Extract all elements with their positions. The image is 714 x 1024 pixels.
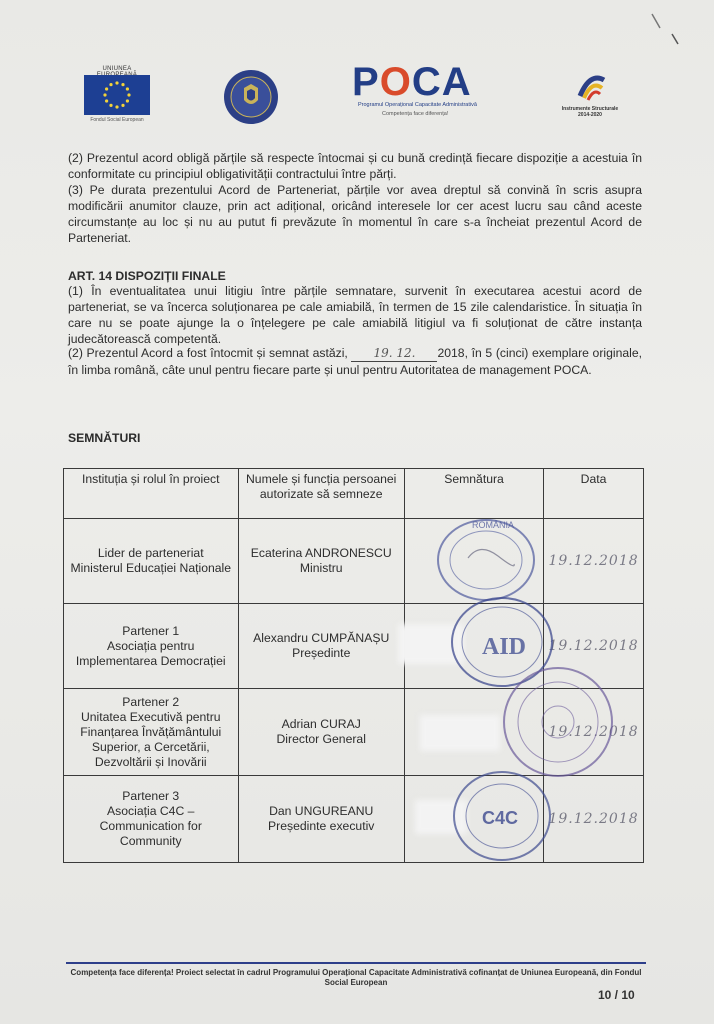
article-14-title: ART. 14 DISPOZIȚII FINALE bbox=[68, 269, 226, 283]
poca-o-icon: O bbox=[379, 60, 412, 104]
signatory-cell bbox=[238, 689, 404, 776]
table-row bbox=[64, 776, 644, 863]
signature-cell bbox=[404, 519, 543, 604]
redacted-signature bbox=[398, 624, 464, 664]
art14-paragraph-2 bbox=[68, 345, 642, 378]
eu-caption: UNIUNEA bbox=[102, 66, 132, 72]
header-date: Data bbox=[544, 469, 644, 519]
stamp-romania-text: ROMÂNIA bbox=[472, 520, 515, 530]
institution-cell bbox=[64, 519, 239, 604]
poca-tagline: Competența face diferența! bbox=[382, 111, 449, 117]
date-cell bbox=[544, 689, 644, 776]
poca-letter-p: P bbox=[352, 60, 380, 104]
signatory-name: Ecaterina ANDRONESCU bbox=[250, 546, 392, 560]
signatory-name: Alexandru CUMPĂNAȘU bbox=[253, 631, 390, 645]
date-cell bbox=[544, 604, 644, 689]
handwritten-date: 19.12.2018 bbox=[548, 552, 639, 569]
signatures-table bbox=[63, 468, 644, 863]
stamp-aid-text: AID bbox=[482, 634, 527, 660]
art14-paragraph-1: (1) În eventualitatea unui litigiu între părțile semnatare, survenit în executarea acestui acord de parteneriat, se va încerca soluționarea pe cale amiabilă, în termen de 15 zile calendaristice. În situația în care nu se poate ajunge la o înțelegere pe cale amiabilă litigiul va fi soluționat de către instanța judecătorească competentă. bbox=[68, 284, 642, 346]
footer-divider bbox=[66, 962, 646, 964]
signatory-function: Președinte executiv bbox=[268, 819, 375, 833]
signatory-function: Ministru bbox=[299, 561, 343, 575]
header-name-function: Numele și funcția persoanei autorizate să semneze bbox=[238, 469, 404, 519]
partner-role: Partener 2 bbox=[122, 694, 180, 709]
p4-text-before: (2) Prezentul Acord a fost întocmit și semnat astăzi, bbox=[68, 346, 352, 360]
page-number: 10 / 10 bbox=[598, 988, 635, 1002]
eu-flag-icon bbox=[84, 75, 150, 115]
date-cell bbox=[544, 776, 644, 863]
signatory-name: Dan UNGUREANU bbox=[269, 804, 374, 818]
stamp-c4c-text: C4C bbox=[482, 808, 519, 828]
date-cell bbox=[544, 519, 644, 604]
signatory-function: Director General bbox=[276, 732, 366, 746]
redacted-signature bbox=[420, 715, 500, 751]
partner-org: Unitatea Executivă pentru Finanțarea Învățământului Superior, a Cercetării, Dezvoltării și Inovării bbox=[80, 709, 222, 769]
table-row bbox=[64, 604, 644, 689]
institution-cell bbox=[64, 689, 239, 776]
handwritten-date-field: 19. 12. bbox=[351, 345, 437, 362]
partner-org: Ministerul Educației Naționale bbox=[70, 561, 232, 575]
structural-instruments-icon bbox=[560, 66, 620, 106]
partner-role: Partener 3 bbox=[122, 789, 180, 803]
paragraph-2: (2) Prezentul acord obligă părțile să respecte întocmai și cu bună credință fiecare dispoziție a acestuia în conformitate cu principiul obligativității contractului între părți. bbox=[68, 151, 642, 181]
table-row bbox=[64, 689, 644, 776]
footer-text: Competența face diferența! Proiect selectat în cadrul Programului Operațional Capacitate Administrativă cofinanțat de Uniunea Europeană, din Fondul Social European bbox=[70, 968, 642, 987]
partner-role: Lider de parteneriat bbox=[97, 546, 204, 560]
p4-text-after: 2018, în 5 (cinci) exemplare originale, în limba română, câte unul pentru fiecare parte și unul pentru Autoritatea de management POCA. bbox=[68, 346, 643, 377]
structural-instruments-logo bbox=[560, 66, 620, 122]
handwritten-date: 19.12.2018 bbox=[548, 810, 639, 827]
institution-cell bbox=[64, 776, 239, 863]
structural-instruments-caption: Instrumente Structurale 2014-2020 bbox=[561, 106, 619, 118]
signatures-heading: SEMNĂTURI bbox=[68, 431, 141, 445]
eu-logo bbox=[82, 66, 152, 124]
header-signature: Semnătura bbox=[404, 469, 543, 519]
signatory-cell bbox=[238, 519, 404, 604]
partner-org: Asociația C4C – Communication for Community bbox=[99, 804, 202, 848]
handwritten-date: 19.12.2018 bbox=[548, 723, 639, 740]
partner-org: Asociația pentru Implementarea Democrației bbox=[75, 638, 226, 668]
eu-subcaption: Fondul Social European bbox=[90, 117, 144, 123]
header-institution: Instituția și rolul în proiect bbox=[64, 469, 239, 519]
paragraph-3: (3) Pe durata prezentului Acord de Parteneriat, părțile vor avea dreptul să convină în scris asupra modificării anumitor clauze, prin act adițional, oricând interesele lor cer acest lucru sau când aceste circumstanțe au loc și nu au putut fi prevăzute în momentul în care s-a încheiat prezentul Acord de Parteneriat. bbox=[68, 183, 642, 245]
poca-logo bbox=[352, 62, 492, 122]
table-header-row bbox=[64, 469, 644, 519]
poca-program-name: Programul Operațional Capacitate Administrativă bbox=[358, 102, 477, 108]
signatory-function: Președinte bbox=[292, 646, 351, 660]
partner-role: Partener 1 bbox=[122, 623, 180, 638]
poca-letters-ca: CA bbox=[411, 60, 472, 104]
signatory-cell bbox=[238, 776, 404, 863]
table-row bbox=[64, 519, 644, 604]
redacted-signature bbox=[415, 800, 467, 834]
signatory-name: Adrian CURAJ bbox=[281, 717, 361, 731]
signatory-cell bbox=[238, 604, 404, 689]
staple-marks bbox=[648, 10, 688, 50]
government-seal-logo bbox=[222, 68, 280, 126]
handwritten-date: 19.12.2018 bbox=[548, 637, 639, 654]
institution-cell bbox=[64, 604, 239, 689]
